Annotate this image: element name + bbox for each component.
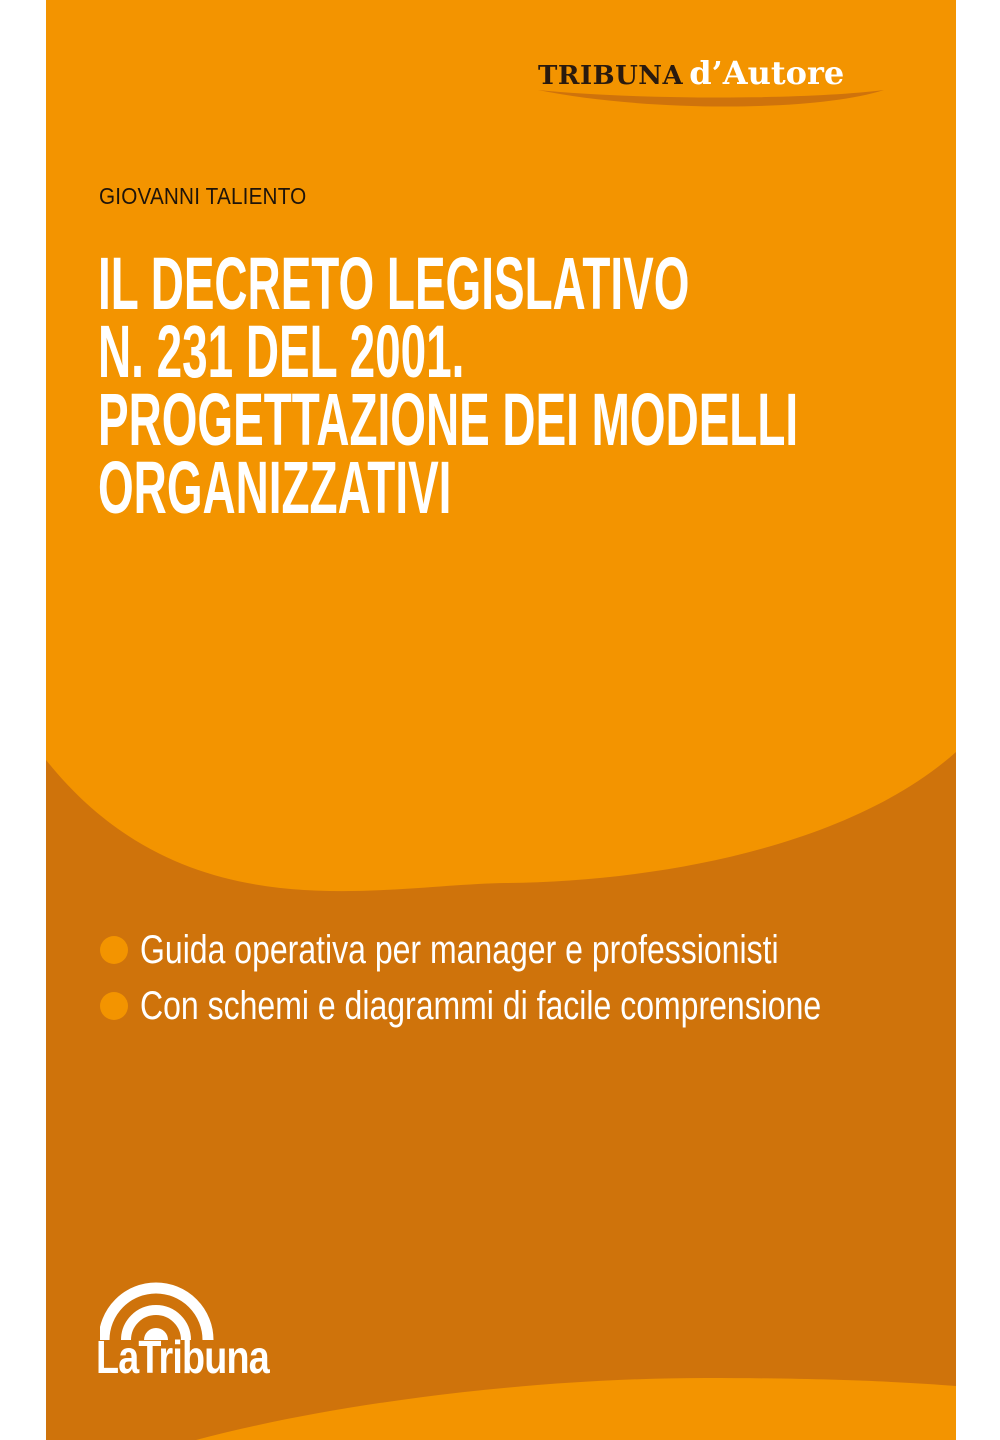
series-logo — [538, 54, 888, 94]
publisher-logo — [96, 1280, 316, 1390]
series-subtitle: d’Autore — [689, 54, 845, 92]
title-line-3: PROGETTAZIONE DEI MODELLI — [98, 378, 799, 461]
series-name: TRIBUNA — [538, 61, 684, 91]
cover-background-shapes — [46, 0, 956, 1440]
feature-text: Con schemi e diagrammi di facile comprensione — [140, 983, 822, 1028]
book-title — [98, 242, 799, 529]
author-name: GIOVANNI TALIENTO — [99, 183, 307, 209]
bullet-dot-icon — [100, 936, 128, 964]
feature-item — [100, 924, 956, 976]
feature-item — [100, 980, 956, 1032]
feature-text: Guida operativa per manager e professionisti — [140, 927, 779, 972]
title-line-2: N. 231 DEL 2001. — [98, 310, 465, 393]
book-cover — [46, 0, 956, 1440]
bullet-dot-icon — [100, 992, 128, 1020]
publisher-name: LaTribuna — [96, 1331, 269, 1383]
title-line-1: IL DECRETO LEGISLATIVO — [98, 242, 690, 325]
title-line-4: ORGANIZZATIVI — [98, 446, 452, 529]
feature-list — [100, 924, 956, 1036]
